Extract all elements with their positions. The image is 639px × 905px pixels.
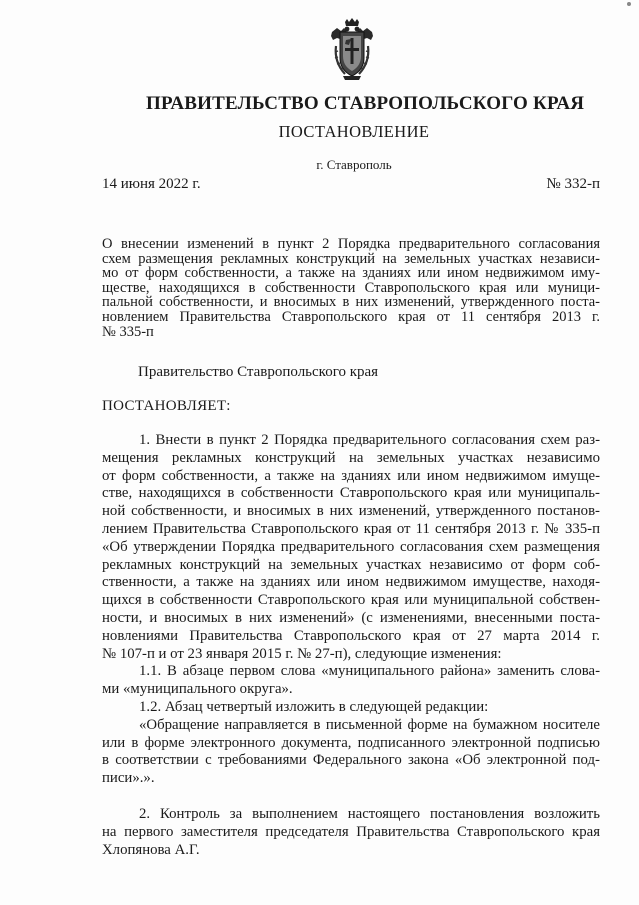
document-body <box>102 432 600 859</box>
item-1-line: лением Правительства Ставропольского края от 11 сентября 2013 г. № 335-п <box>102 520 600 537</box>
government-label: Правительство Ставропольского края <box>138 364 379 380</box>
subject-line: схем размещения рекламных конструкций на земельных участках независи- <box>102 251 600 267</box>
subject-line: пальной собственности, и вносимых в них изменений, утвержденного поста- <box>102 295 600 310</box>
item-1-line: от форм собственности, а также на зданиях или ином недвижимом имуще- <box>102 467 600 484</box>
item-1-line: стве, находящихся в собственности Ставропольского края или муниципаль- <box>102 485 600 502</box>
item-1-line: новлениями Правительства Ставропольского края от 27 марта 2014 г. <box>102 627 600 644</box>
item-2-line: 2. Контроль за выполнением настоящего постановления возложить <box>139 805 600 822</box>
subject-line: новлением Правительства Ставропольского края от 11 сентября 2013 г. <box>102 309 600 325</box>
subject-line: О внесении изменений в пункт 2 Порядка предварительного согласования <box>102 237 600 252</box>
quote-line: или в форме электронного документа, подписанного электронной подписью <box>102 734 600 751</box>
document-number: № 332-п <box>546 176 600 192</box>
item-1-1-line: 1.1. В абзаце первом слова «муниципального района» заменить слова- <box>139 663 600 680</box>
item-1-line: рекламных конструкций на земельных участках независимо от форм соб- <box>102 556 600 573</box>
item-1-line: ности, и вносимых в них изменений» (с изменениями, внесенными поста- <box>102 609 600 626</box>
city-label: г. Ставрополь <box>316 157 392 172</box>
item-1-line: мещения рекламных конструкций на земельных участках независимо <box>102 449 600 466</box>
item-1-line: щихся в собственности Ставропольского края или муниципальной собствен- <box>102 592 600 609</box>
item-1-line: «Об утверждении Порядка предварительного согласования схем размещения <box>102 538 600 555</box>
subject-line: ществе, находящихся в собственности Ставропольского края или муници- <box>102 280 600 296</box>
resolves-heading: ПОСТАНОВЛЯЕТ: <box>102 398 231 414</box>
item-1-line: № 107-п и от 23 января 2015 г. № 27-п), следующие изменения: <box>102 645 502 662</box>
date-number-row <box>102 176 600 193</box>
item-2-line: на первого заместителя председателя Правительства Ставропольского края <box>102 823 600 840</box>
paragraph-gap <box>102 788 600 806</box>
document-kind: ПОСТАНОВЛЕНИЕ <box>278 122 430 141</box>
scan-mark <box>627 2 631 6</box>
item-1-line: 1. Внести в пункт 2 Порядка предварительного согласования схем раз- <box>139 432 600 448</box>
subject-line: мо от форм собственности, а также на зданиях или ином недвижимом иму- <box>102 266 600 281</box>
item-1-1-line: ми «муниципального округа». <box>102 681 293 698</box>
item-1-line: ной собственности, и вносимых в них изменений, утвержденного постанов- <box>102 503 600 520</box>
quote-line: «Обращение направляется в письменной форме на бумажном носителе <box>139 716 600 733</box>
document-subject <box>102 237 600 339</box>
document-date: 14 июня 2022 г. <box>102 176 201 192</box>
organization-title: ПРАВИТЕЛЬСТВО СТАВРОПОЛЬСКОГО КРАЯ <box>146 93 585 114</box>
subject-line: № 335-п <box>102 324 154 340</box>
quote-line: писи».». <box>102 770 155 787</box>
quote-line: в соответствии с требованиями Федерального закона «Об электронной под- <box>102 752 600 769</box>
item-2-line: Хлопянова А.Г. <box>102 841 200 858</box>
item-1-line: ственности, а также на зданиях или ином недвижимом имуществе, находя- <box>102 574 600 591</box>
coat-of-arms-icon <box>329 18 375 82</box>
item-1-2-line: 1.2. Абзац четвертый изложить в следующей редакции: <box>139 698 489 715</box>
